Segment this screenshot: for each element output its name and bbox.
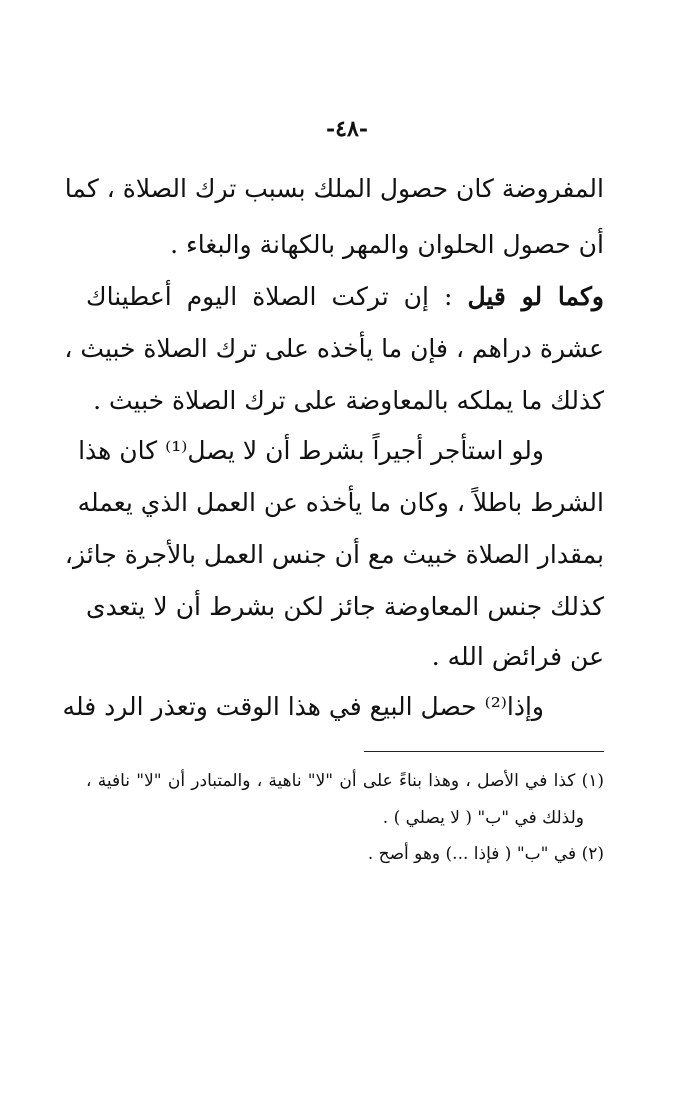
body-line-1: المفروضة كان حصول الملك بسبب ترك الصلاة ، كما	[64, 174, 604, 203]
body-line-9: كذلك جنس المعاوضة جائز لكن بشرط أن لا يتعدى	[86, 592, 604, 621]
body-line-8: بمقدار الصلاة خبيث مع أن جنس العمل بالأجرة جائز،	[64, 540, 604, 569]
body-line-11: وإذا⁽²⁾ حصل البيع في هذا الوقت وتعذر الرد فله	[62, 692, 544, 721]
footnote-1: (١) كذا في الأصل ، وهذا بناءً على أن "لا" ناهية ، والمتبادر أن "لا" نافية ،	[86, 771, 604, 791]
body-line-7: الشرط باطلاً ، وكان ما يأخذه عن العمل الذي يعمله	[77, 488, 604, 517]
footnote-2: (٢) في "ب" ( فإذا ...) وهو أصح .	[367, 844, 604, 864]
footnote-1-continued: ولذلك في "ب" ( لا يصلي ) .	[382, 808, 584, 828]
body-line-3-rest: : إن تركت الصلاة اليوم أعطيناك	[86, 282, 468, 311]
body-line-4: عشرة دراهم ، فإن ما يأخذه على ترك الصلاة خبيث ،	[64, 334, 604, 363]
body-line-10: عن فرائض الله .	[431, 642, 604, 671]
body-line-3	[86, 284, 604, 309]
body-line-6: ولو استأجر أجيراً بشرط أن لا يصل⁽¹⁾ كان هذا	[78, 436, 544, 465]
page-number: -٤٨-	[326, 116, 368, 142]
footnote-separator	[364, 751, 604, 752]
body-line-5: كذلك ما يملكه بالمعاوضة على ترك الصلاة خبيث .	[93, 386, 604, 415]
body-line-2: أن حصول الحلوان والمهر بالكهانة والبغاء .	[170, 230, 604, 259]
term-heading: وكما لو قيل	[467, 282, 604, 311]
